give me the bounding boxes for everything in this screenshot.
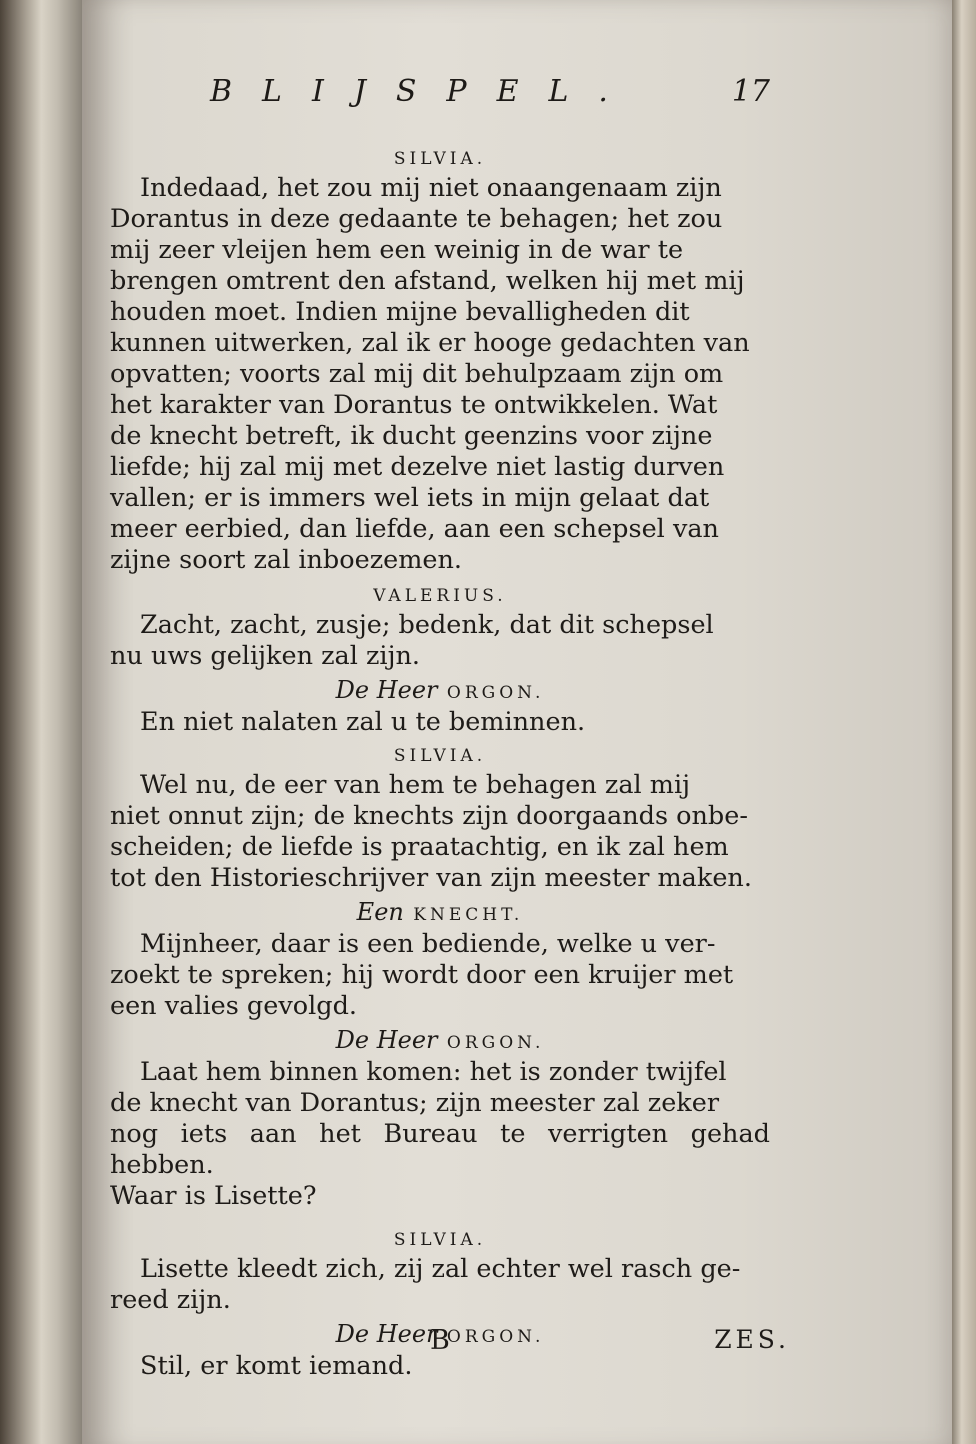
running-title: BLIJSPEL.	[210, 74, 638, 109]
speaker-name: SILVIA.	[393, 149, 487, 169]
page-footer	[110, 1325, 790, 1365]
speaker-name: ORGON.	[446, 683, 545, 703]
speaker-heading	[110, 582, 770, 610]
speech-text: Mijnheer, daar is een bediende, welke u ver- zoekt te spreken; hij wordt door een kruijer met een valies gevolgd.	[110, 929, 734, 1021]
page-header	[210, 74, 770, 114]
speaker-heading	[110, 1226, 770, 1254]
speaker-title: De Heer	[335, 676, 438, 704]
speaker-title: Een	[356, 898, 404, 926]
signature-mark: B	[430, 1325, 450, 1356]
speaker-name: KNECHT.	[413, 905, 524, 925]
speaker-name: SILVIA.	[393, 746, 487, 766]
book-right-edge	[952, 0, 976, 1444]
speech-text: Indedaad, het zou mij niet onaangenaam zijn Dorantus in deze gedaante te behagen; het zou mij zeer vleijen hem een weinig in de war te brengen omtrent den afstand, welken hij met mij houden moet. Indien mijne bevalligheden dit kunnen uitwerken, zal ik er hooge gedachten van opvatten; voorts zal mij dit behulpzaam zijn om het karakter van Dorantus te ontwikkelen. Wat de knecht betreft, ik ducht geenzins voor zijne liefde; hij zal mij met dezelve niet lastig durven vallen; er is immers wel iets in mijn gelaat dat meer eerbied, dan liefde, aan een schepsel van zijne soort zal inboezemen.	[110, 173, 750, 575]
speaker-name: ORGON.	[446, 1327, 545, 1347]
speaker-name: SILVIA.	[393, 1230, 487, 1250]
speech-text: Lisette kleedt zich, zij zal echter wel rasch ge- reed zijn.	[110, 1254, 741, 1315]
speech-text: Wel nu, de eer van hem te behagen zal mij niet onnut zijn; de knechts zijn doorgaands onbe- scheiden; de liefde is praatachtig, en ik zal hem tot den Historieschrijver van zijn meester maken.	[110, 770, 752, 893]
speaker-name: VALERIUS.	[373, 586, 507, 606]
speaker-heading	[110, 898, 770, 929]
speaker-heading	[110, 145, 770, 173]
play-text	[110, 145, 770, 1382]
speaker-heading	[110, 1026, 770, 1057]
speech-text: Laat hem binnen komen: het is zonder twijfel de knecht van Dorantus; zijn meester zal zeker nog iets aan het Bureau te verrigten gehad hebben. Waar is Lisette?	[110, 1057, 770, 1211]
speech-text: Zacht, zacht, zusje; bedenk, dat dit schepsel nu uws gelijken zal zijn.	[110, 610, 714, 671]
speaker-name: ORGON.	[446, 1033, 545, 1053]
speaker-heading	[110, 742, 770, 770]
speech-text: Stil, er komt iemand.	[140, 1351, 413, 1381]
speaker-heading	[110, 676, 770, 707]
speaker-title: De Heer	[335, 1026, 438, 1054]
book-left-edge	[0, 0, 92, 1444]
speaker-title: De Heer	[335, 1320, 438, 1348]
speech-text: En niet nalaten zal u te beminnen.	[140, 707, 586, 737]
catchword: ZES.	[714, 1325, 790, 1354]
page-number: 17	[731, 74, 770, 109]
